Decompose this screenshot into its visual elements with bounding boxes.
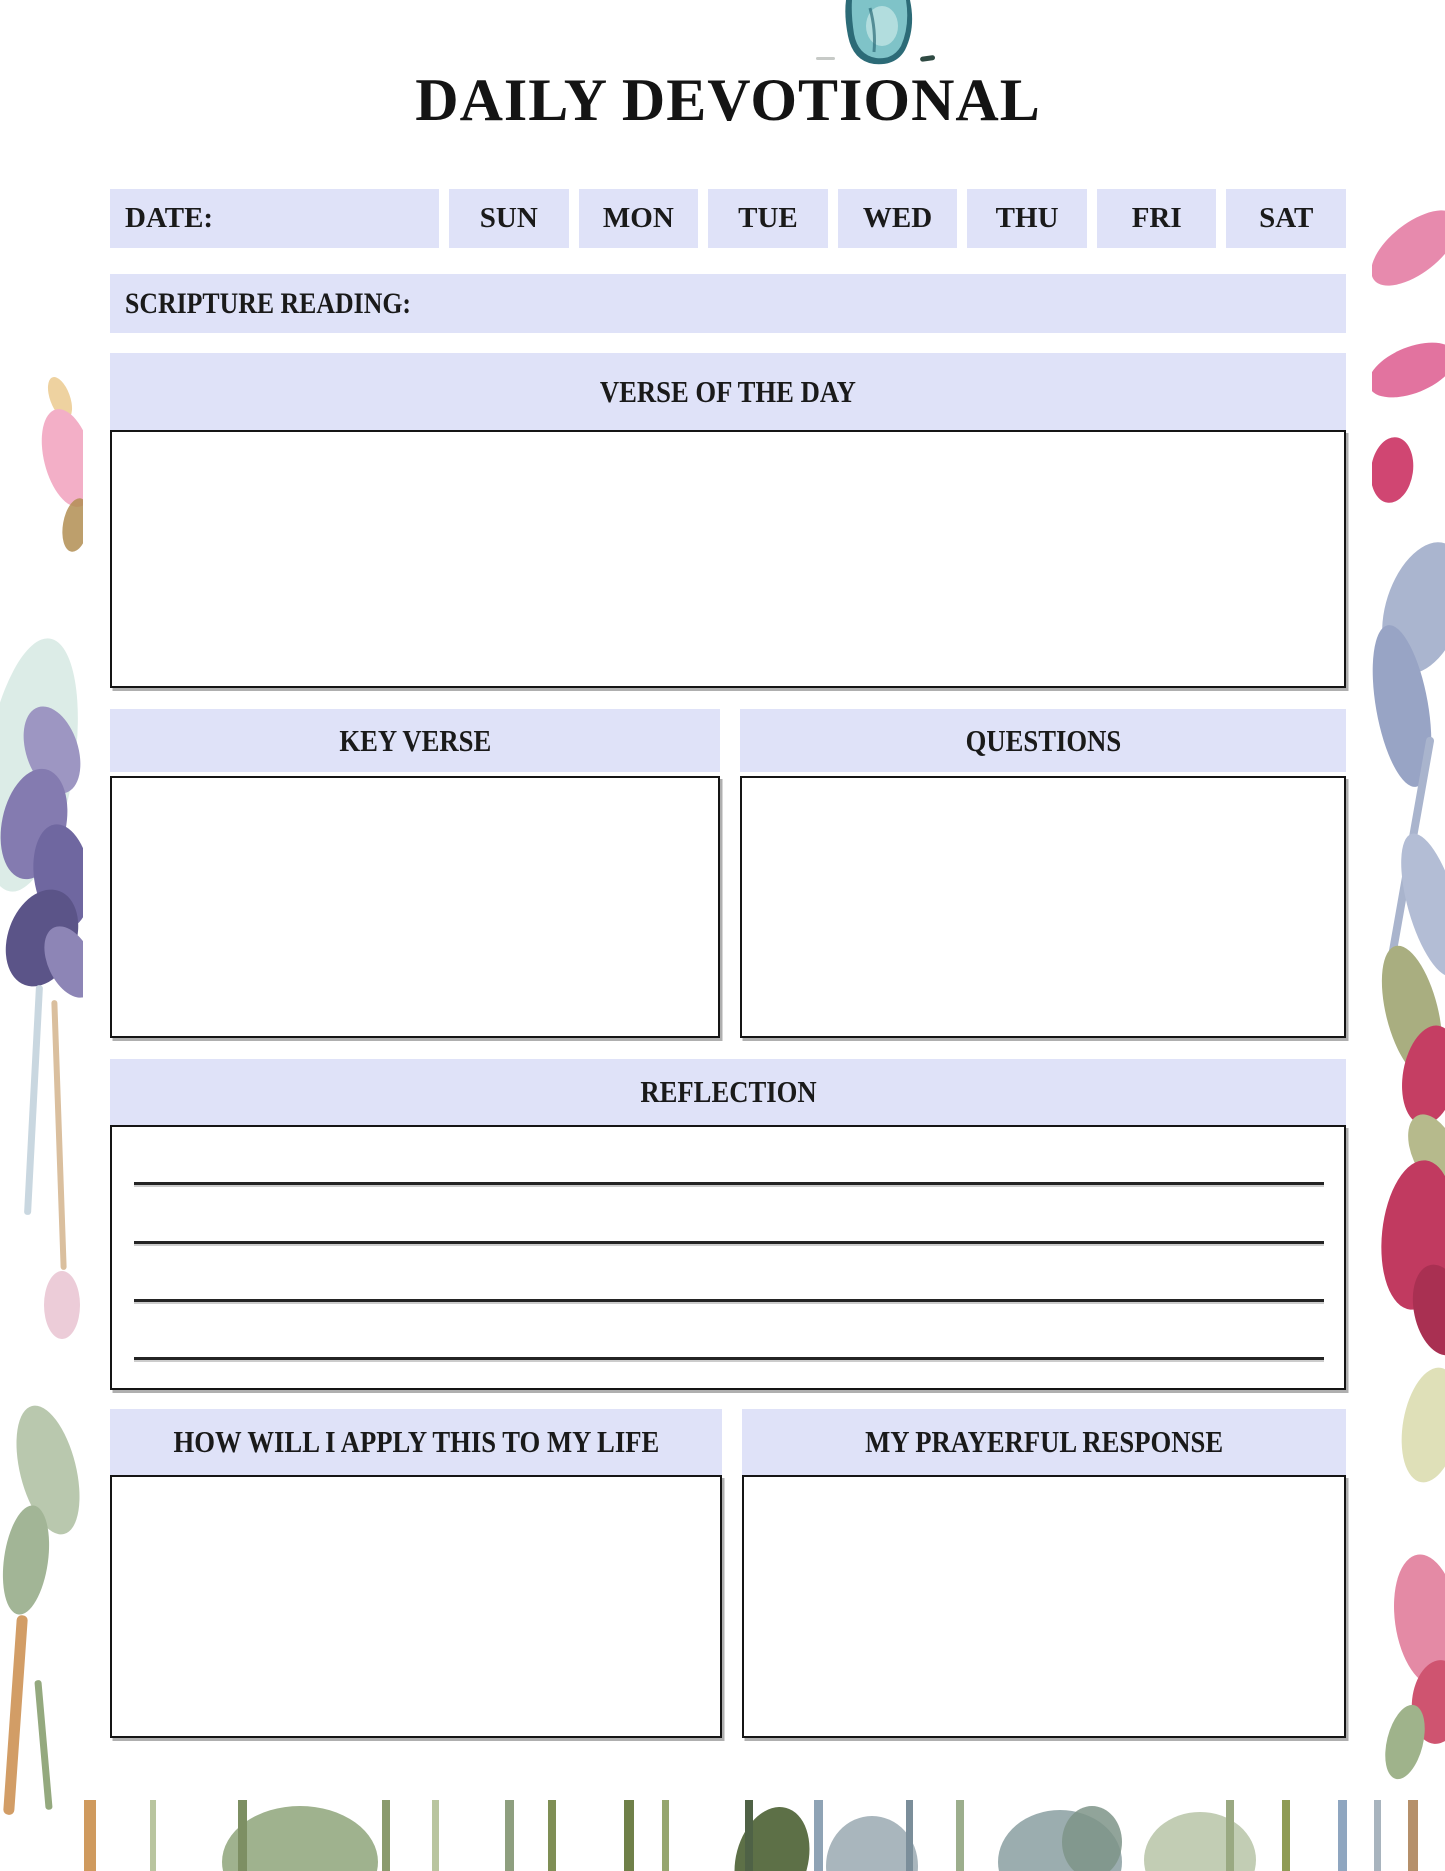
questions-input[interactable] [742,778,1344,1036]
questions-header [740,709,1346,772]
verse-of-the-day-header [110,353,1346,430]
day-label: FRI [1131,202,1182,234]
day-label: MON [602,202,674,234]
date-field[interactable] [110,189,439,248]
key-verse-input[interactable] [112,778,718,1036]
key-verse-header [110,709,720,772]
date-input[interactable] [213,189,439,248]
day-toggle-mon[interactable] [579,189,699,248]
day-label: SAT [1259,202,1314,234]
prayerful-response-header [742,1409,1346,1475]
bottom-florals [84,1799,1418,1871]
day-label: SUN [479,202,538,234]
scripture-reading-label: SCRIPTURE READING: [125,286,411,320]
key-verse-label: KEY VERSE [339,722,491,758]
questions-label: QUESTIONS [965,722,1121,758]
apply-label: HOW WILL I APPLY THIS TO MY LIFE [173,1424,659,1459]
date-days-row [110,189,1346,248]
day-toggle-sun[interactable] [449,189,569,248]
day-toggle-wed[interactable] [838,189,958,248]
day-toggle-tue[interactable] [708,189,828,248]
questions-box [740,776,1346,1038]
date-label: DATE: [125,202,214,234]
apply-input[interactable] [112,1477,720,1736]
prayerful-response-label: MY PRAYERFUL RESPONSE [864,1424,1223,1459]
reflection-label: REFLECTION [639,1074,817,1109]
prayerful-response-box [742,1475,1346,1738]
apply-header [110,1409,722,1475]
day-toggle-sat[interactable] [1226,189,1346,248]
page-title: DAILY DEVOTIONAL [415,67,1041,133]
key-verse-box [110,776,720,1038]
reflection-input[interactable] [112,1127,1344,1388]
day-toggle-fri[interactable] [1097,189,1217,248]
verse-of-the-day-input[interactable] [112,432,1344,686]
day-toggle-thu[interactable] [967,189,1087,248]
verse-of-the-day-label: VERSE OF THE DAY [599,373,857,409]
reflection-header [110,1059,1346,1125]
scripture-reading-input[interactable] [458,274,1346,333]
day-label: TUE [738,202,798,234]
scripture-reading-field[interactable] [110,274,1346,333]
devotional-form [110,0,1346,1800]
apply-box [110,1475,722,1738]
day-label: THU [995,202,1059,234]
prayerful-response-input[interactable] [744,1477,1344,1736]
day-label: WED [862,202,933,234]
verse-of-the-day-box [110,430,1346,688]
reflection-box [110,1125,1346,1390]
